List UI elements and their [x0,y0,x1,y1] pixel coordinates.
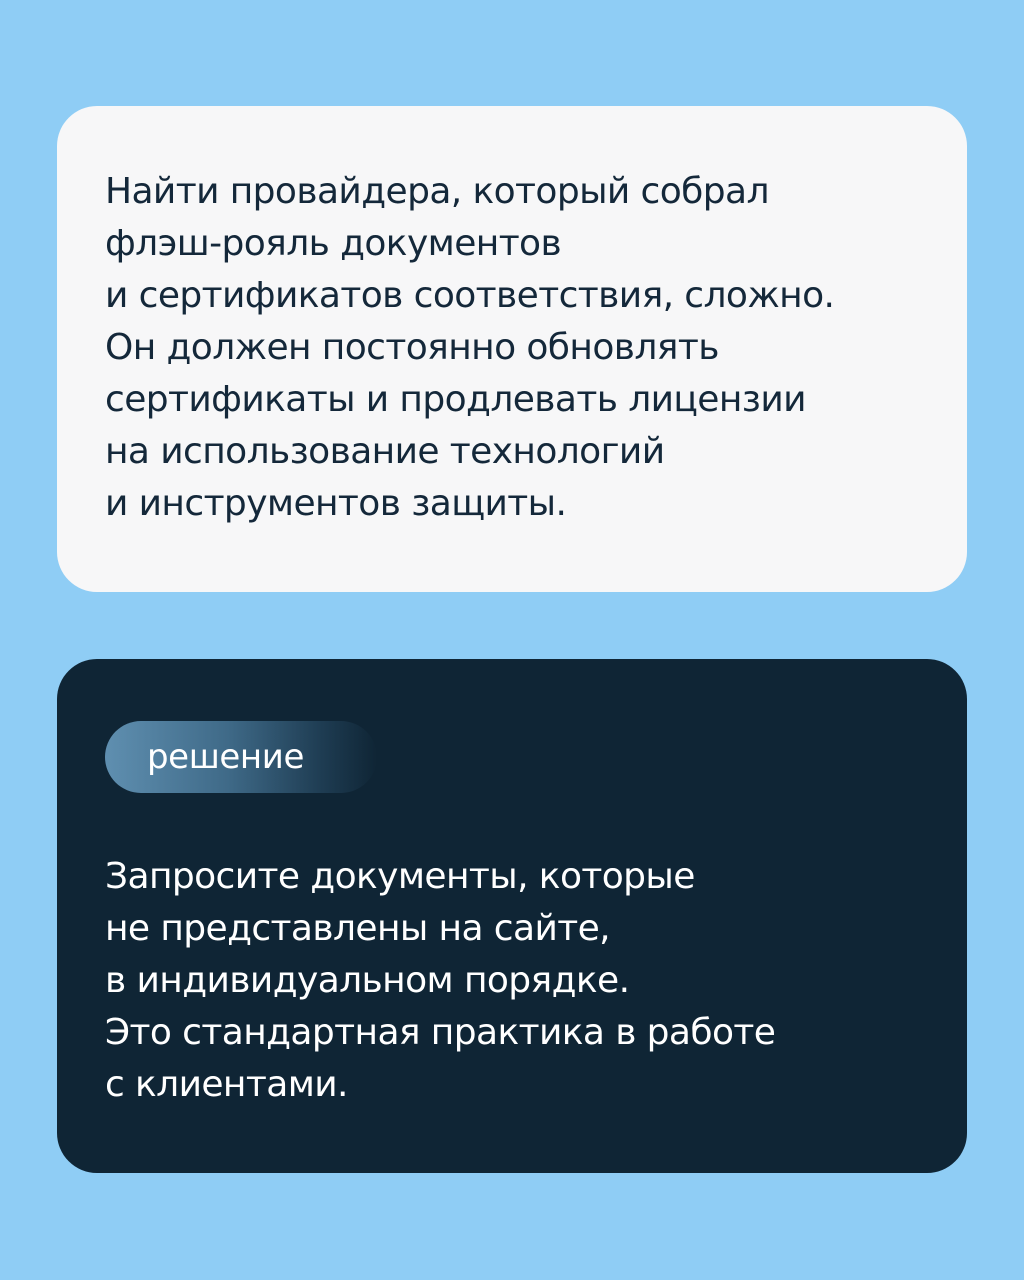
problem-line: на использование технологий [105,431,665,472]
problem-line: Он должен постоянно обновлять [105,327,719,368]
solution-line: в индивидуальном порядке. [105,960,630,1001]
solution-line: с клиентами. [105,1064,348,1105]
solution-text [105,851,919,1111]
solution-card [57,659,967,1173]
solution-line: Это стандартная практика в работе [105,1012,776,1053]
solution-line: не представлены на сайте, [105,908,611,949]
problem-line: сертификаты и продлевать лицензии [105,379,806,420]
solution-line: Запросите документы, которые [105,856,695,897]
problem-line: и сертификатов соответствия, сложно. [105,275,835,316]
problem-line: Найти провайдера, который собрал [105,171,769,212]
problem-text [105,166,919,530]
problem-line: флэш-рояль документов [105,223,562,264]
problem-line: и инструментов защиты. [105,483,567,524]
solution-tag: решение [105,721,377,793]
problem-card [57,106,967,592]
